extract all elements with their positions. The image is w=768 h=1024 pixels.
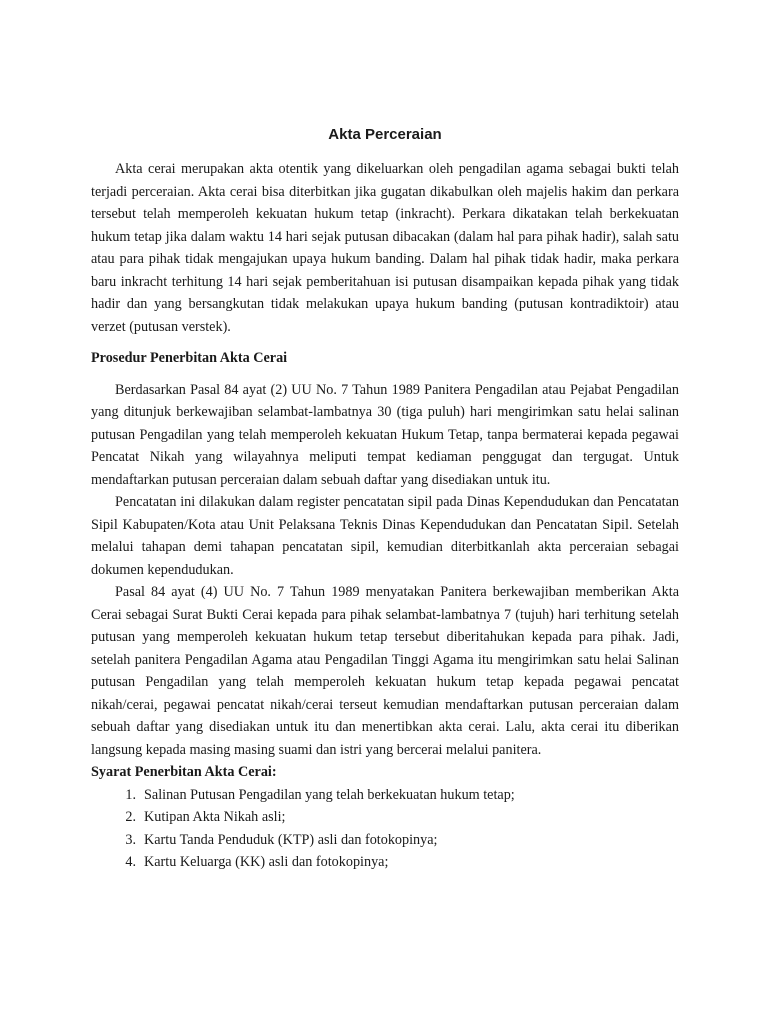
procedure-paragraph-1: Berdasarkan Pasal 84 ayat (2) UU No. 7 Tahun 1989 Panitera Pengadilan atau Pejabat Pengadilan yang ditunjuk berkewajiban selambat-lambatnya 30 (tiga puluh) hari mengirimkan satu helai salinan putusan Pengadilan yang telah memperoleh kekuatan Hukum Tetap, tanpa bermaterai kepada pegawai Pencatat Nikah yang wilayahnya meliputi tempat kediaman penggugat dan tergugat. Untuk mendaftarkan putusan perceraian dalam sebuah daftar yang disediakan untuk itu.: [91, 381, 679, 488]
document-title: Akta Perceraian: [328, 126, 442, 143]
list-item-text: Kartu Tanda Penduduk (KTP) asli dan fotokopinya;: [144, 831, 438, 848]
list-item-text: Salinan Putusan Pengadilan yang telah berkekuatan hukum tetap;: [144, 786, 515, 803]
list-item-text: Kartu Keluarga (KK) asli dan fotokopinya;: [144, 854, 389, 870]
list-item: [91, 784, 679, 807]
list-item-number: 2.: [125, 809, 136, 825]
document-page: [91, 124, 679, 874]
list-item-text: Kutipan Akta Nikah asli;: [144, 809, 286, 825]
list-item-number: 4.: [125, 854, 136, 870]
procedure-paragraph-2: Pencatatan ini dilakukan dalam register pencatatan sipil pada Dinas Kependudukan dan Pencatatan Sipil Kabupaten/Kota atau Unit Pelaksana Teknis Dinas Kependudukan dan Pencatatan Sipil. Setelah melalui tahapan demi tahapan pencatatan sipil, kemudian diterbitkanlah akta perceraian sebagai dokumen kependudukan.: [91, 494, 679, 578]
list-item: [91, 806, 679, 829]
list-item: [91, 829, 679, 852]
list-item-number: 1.: [125, 786, 136, 803]
section-heading-requirements: Syarat Penerbitan Akta Cerai:: [91, 764, 277, 780]
section-heading-procedure: Prosedur Penerbitan Akta Cerai: [91, 350, 288, 366]
list-item: [91, 851, 679, 874]
procedure-paragraph-3: Pasal 84 ayat (4) UU No. 7 Tahun 1989 menyatakan Panitera berkewajiban memberikan Akta Cerai sebagai Surat Bukti Cerai kepada para pihak selambat-lambatnya 7 (tujuh) hari terhitung setelah putusan yang memperoleh kekuatan hukum tetap tersebut diberitahukan kepada para pihak. Jadi, setelah panitera Pengadilan Agama atau Pengadilan Tinggi Agama itu mengirimkan satu helai Salinan putusan Pengadilan yang telah memperoleh kekuatan hukum tetap kepada pegawai pencatat nikah/cerai, pegawai pencatat nikah/cerai terseut kemudian mendaftarkan putusan perceraian dalam sebuah daftar yang disediakan untuk itu dan menertibkan akta cerai. Lalu, akta cerai itu diberikan langsung kepada masing masing suami dan istri yang bercerai melalui panitera.: [91, 584, 679, 758]
intro-paragraph: Akta cerai merupakan akta otentik yang dikeluarkan oleh pengadilan agama sebagai bukti telah terjadi perceraian. Akta cerai bisa diterbitkan jika gugatan dikabulkan oleh majelis hakim dan perkara tersebut telah memperoleh kekuatan hukum tetap (inkracht). Perkara dikatakan telah berkekuatan hukum tetap jika dalam waktu 14 hari sejak putusan dibacakan (dalam hal para pihak hadir), salah satu atau para pihak tidak mengajukan upaya hukum banding. Dalam hal pihak tidak hadir, maka perkara baru inkracht terhitung 14 hari sejak pemberitahuan isi putusan disampaikan kepada pihak yang tidak hadir dan yang bersangkutan tidak melakukan upaya hukum banding (putusan kontradiktoir) atau verzet (putusan verstek).: [91, 161, 679, 335]
list-item-number: 3.: [125, 831, 136, 848]
requirements-list: [91, 784, 679, 874]
